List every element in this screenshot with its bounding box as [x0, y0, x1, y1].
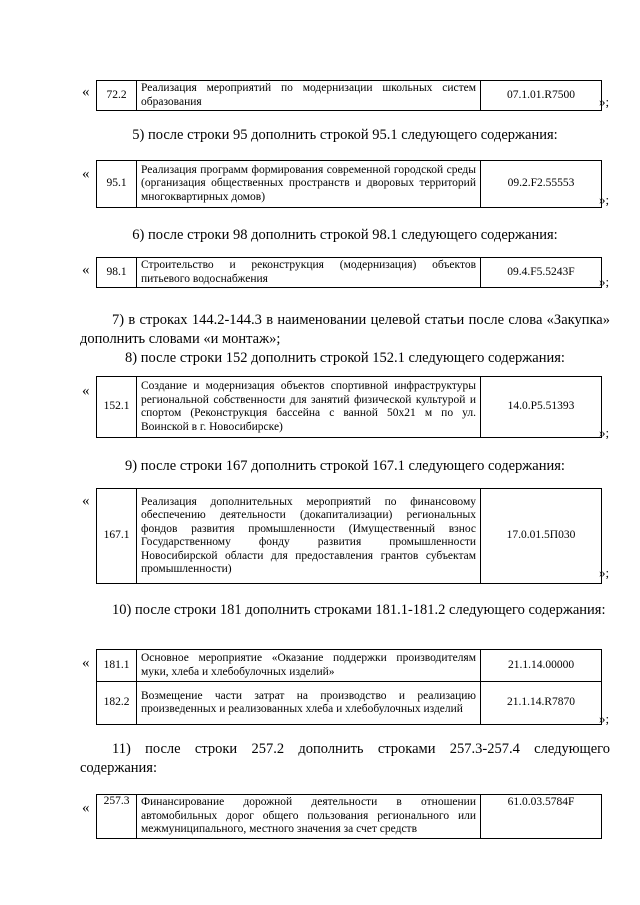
row-code: 09.2.F2.55553: [481, 161, 602, 208]
row-name: Основное мероприятие «Оказание поддержки производителям муки, хлеба и хлебобулочных изделий»: [137, 650, 481, 682]
table-row: [97, 489, 602, 584]
closing-mark: »;: [599, 192, 610, 207]
table-row: [97, 682, 602, 725]
row-name: Финансирование дорожной деятельности в отношении автомобильных дорог общего пользования регионального или межмуниципального, местного значения за счет средств: [137, 795, 481, 839]
opening-quote: «: [82, 383, 90, 399]
budget-table: [96, 794, 602, 839]
row-code: 61.0.03.5784F: [481, 795, 602, 839]
opening-quote: «: [82, 262, 90, 278]
closing-mark: »;: [599, 565, 610, 580]
row-number: 181.1: [97, 650, 137, 682]
row-code: 14.0.P5.51393: [481, 377, 602, 438]
row-number: 98.1: [97, 258, 137, 288]
budget-table: [96, 257, 602, 288]
closing-mark: »;: [599, 711, 610, 726]
row-number: 95.1: [97, 161, 137, 208]
closing-mark: »;: [599, 425, 610, 440]
row-code: 09.4.F5.5243F: [481, 258, 602, 288]
row-name: Реализация программ формирования современной городской среды (организация общественных пространств и дворовых территорий многоквартирных домов): [137, 161, 481, 208]
closing-mark: »;: [599, 94, 610, 109]
budget-table: [96, 80, 602, 111]
amendment-paragraph: 11) после строки 257.2 дополнить строками 257.3-257.4 следующего содержания:: [80, 741, 610, 776]
budget-table: [96, 160, 602, 208]
table-row: [97, 650, 602, 682]
row-name: Реализация мероприятий по модернизации школьных систем образования: [137, 81, 481, 111]
amendment-paragraph: 6) после строки 98 дополнить строкой 98.1 следующего содержания:: [132, 227, 558, 243]
row-number: 182.2: [97, 682, 137, 725]
row-number: 72.2: [97, 81, 137, 111]
opening-quote: «: [82, 493, 90, 509]
table-row: [97, 161, 602, 208]
row-number: 257.3: [97, 795, 137, 839]
opening-quote: «: [82, 84, 90, 100]
row-code: 21.1.14.R7870: [481, 682, 602, 725]
row-name: Создание и модернизация объектов спортивной инфраструктуры региональной собственности для занятий физической культурой и спортом (Реконструкция бассейна с ванной 50х21 м по ул. Воинской в г. Новосибирске): [137, 377, 481, 438]
amendment-paragraph: 9) после строки 167 дополнить строкой 167.1 следующего содержания:: [125, 458, 565, 474]
opening-quote: «: [82, 800, 90, 816]
opening-quote: «: [82, 655, 90, 671]
row-code: 07.1.01.R7500: [481, 81, 602, 111]
closing-mark: »;: [599, 274, 610, 289]
table-row: [97, 377, 602, 438]
table-row: [97, 795, 602, 839]
row-name: Возмещение части затрат на производство и реализацию произведенных и реализованных хлеба и хлебобулочных изделий: [137, 682, 481, 725]
amendment-paragraph: 8) после строки 152 дополнить строкой 152.1 следующего содержания:: [125, 350, 565, 366]
row-code: 21.1.14.00000: [481, 650, 602, 682]
table-row: [97, 258, 602, 288]
amendment-paragraph: 7) в строках 144.2-144.3 в наименовании целевой статьи после слова «Закупка» дополнить словами «и монтаж»;: [80, 312, 610, 347]
opening-quote: «: [82, 166, 90, 182]
row-name: Реализация дополнительных мероприятий по финансовому обеспечению деятельности (докапитализации) региональных фондов развития промышленности (Имущественный взнос Государственному фонду развития промышленности Новосибирской области для предоставления грантов субъектам промышленности): [137, 489, 481, 584]
row-code: 17.0.01.5П030: [481, 489, 602, 584]
row-number: 167.1: [97, 489, 137, 584]
amendment-paragraph: 5) после строки 95 дополнить строкой 95.1 следующего содержания:: [132, 127, 558, 143]
table-row: [97, 81, 602, 111]
row-number: 152.1: [97, 377, 137, 438]
budget-table: [96, 376, 602, 438]
amendment-paragraph: 10) после строки 181 дополнить строками 181.1-181.2 следующего содержания:: [112, 602, 606, 618]
row-name: Строительство и реконструкция (модернизация) объектов питьевого водоснабжения: [137, 258, 481, 288]
budget-table: [96, 488, 602, 584]
budget-table: [96, 649, 602, 725]
